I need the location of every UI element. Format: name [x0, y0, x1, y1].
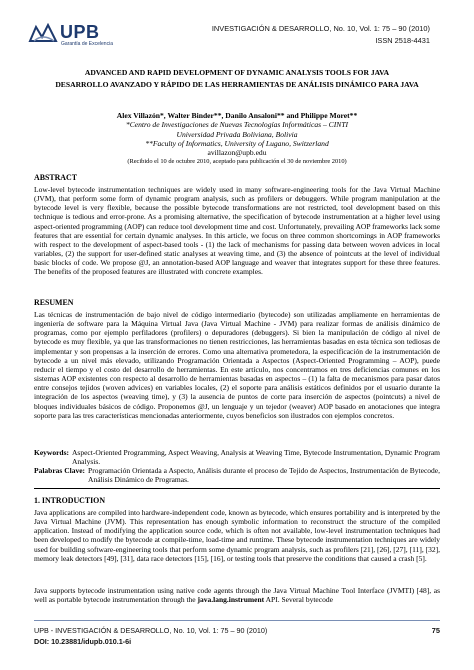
intro-p2-start: Java supports bytecode instrumentation using native code agents through the Java Virtual Machine Tool Interface (JVMTI) [48], as well as portable bytecode instrumentation through the [34, 586, 440, 605]
keywords-english [34, 448, 440, 466]
author-block [40, 111, 434, 167]
introduction-paragraph-2 [34, 586, 440, 604]
page-number: 75 [431, 626, 440, 635]
introduction-heading: 1. INTRODUCTION [34, 496, 106, 505]
introduction-paragraph-1: Java applications are compiled into hardware-independent code, known as bytecode, which ensures portability and is interpreted by the Java Virtual Machine (JVM). This representation has enough symbolic information to reconstruct the structure of the compiled application. Instead of modifying the application source code, which is often not available, low-level instrumentation techniques had been developed to modify the bytecode at compile-time, load-time and runtime. These bytecode instrumentation techniques are widely used for building software-engineering tools that perform some dynamic program analysis, such as profilers [21], [26], [27], [11], [32], memory leak detectors [49], [31], data race detectors [15], [16], or testing tools that preserve the conditions that caused a crash [5]. [34, 508, 440, 563]
footer-citation: UPB - INVESTIGACIÓN & DESARROLLO, No. 10, Vol. 1: 75 – 90 (2010) [34, 626, 268, 635]
paper-title-english: ADVANCED AND RAPID DEVELOPMENT OF DYNAMIC ANALYSIS TOOLS FOR JAVA [84, 68, 390, 77]
affiliation-2: **Faculty of Informatics, University of Lugano, Switzerland [145, 138, 329, 148]
palabras-clave-label: Palabras Clave: [34, 466, 86, 476]
footer-doi: DOI: 10.23881/idupb.010.1-6i [34, 637, 132, 646]
journal-citation: INVESTIGACIÓN & DESARROLLO, No. 10, Vol. 1: 75 – 90 (2010) [211, 24, 430, 33]
keywords-spanish [34, 466, 440, 484]
intro-p2-end: API. Several bytecode [264, 595, 333, 605]
affiliation-1: *Centro de Investigaciones de Nuevas Tecnologías Informáticas – CINTI [125, 120, 349, 130]
footer-divider [34, 620, 440, 621]
keywords-label: Keywords: [34, 448, 69, 457]
received-dates: (Recibido el 10 de octubre 2010, aceptado para publicación el 30 de noviembre 2010) [127, 158, 347, 166]
abstract-text: Low-level bytecode instrumentation techniques are widely used in many software-engineering tools for the Java Virtual Machine (JVM), that perform some form of dynamic program analysis, such as profilers or debuggers. While program manipulation at the bytecode level is very flexible, because the possible bytecode transformations are not restricted, tool development based on this technique is tedious and error-prone. As a promising alternative, the specification of bytecode instrumentation at a higher level using aspect-oriented programming (AOP) can reduce tool development time and cost. Unfortunately, prevailing AOP frameworks lack some features that are essential for certain dynamic analyses. In this article, we focus on three common shortcomings in AOP frameworks with respect to the development of aspect-based tools - (1) the lack of mechanisms for passing data between woven advices in local variables, (2) the support for user-defined static analyses at weaving time, and (3) the absence of pointcuts at the level of individual basic blocks of code. We propose @J, an annotation-based AOP language and weaver that integrates support for these three features. The benefits of the proposed features are illustrated with concrete examples. [34, 185, 440, 277]
palabras-clave-text: Programación Orientada a Aspecto, Análisis durante el proceso de Tejido de Aspectos, Instrumentación de Bytecode, Análisis Dinámico de Programas. [88, 466, 440, 485]
logo-tagline: Garantía de Excelencia [61, 41, 113, 47]
upb-logo-icon [28, 23, 58, 45]
page-header [0, 0, 474, 47]
paper-title-spanish: DESARROLLO AVANZADO Y RÁPIDO DE LAS HERRAMIENTAS DE ANÁLISIS DINÁMICO PARA JAVA [55, 80, 419, 89]
logo-wordmark: UPB [60, 22, 100, 42]
api-name: java.lang.instrument [197, 595, 265, 605]
abstract-heading: ABSTRACT [34, 173, 77, 182]
resumen-text: Las técnicas de instrumentación de bajo nivel de código intermediario (bytecode) son utilizadas ampliamente en herramientas de ingeniería de software para la Máquina Virtual Java (Java Virtual Machine - JVM) para realizar formas de análisis dinámico de programas, como por ejemplo perfiladores (profilers) o depuradores (debuggers). Si bien la manipulación de código al nivel de bytecode es muy flexible, ya que las transformaciones no tienen restricciones, las herramientas basadas en esta técnica son tediosas de implementar y son propensas a la inserción de errores. Como una alternativa prometedora, la especificación de la instrumentación de bytecode a un nivel más elevado, utilizando Programación Orientada a Aspectos (Aspect-Oriented Programming – AOP), puede reducir el tiempo y el costo del desarrollo de herramientas. En este artículo, nos concentramos en tres deficiencias comunes en los sistemas AOP existentes con respecto al desarrollo de herramientas basadas en aspectos – (1) la falta de mecanismos para pasar datos entre consejos tejidos (woven advices) en variables locales, (2) el soporte para análisis estáticos definidos por el usuario durante la integración de los aspectos (weaving time), y (3) la ausencia de puntos de corte para inserción de aspectos (pointcuts) a nivel de bloques individuales básicos de código. Proponemos @J, un lenguaje y un tejedor (weaver) AOP basado en anotaciones que integra soporte para las tres características mencionadas anteriormente, cuyos beneficios son ilustrados con ejemplos concretos. [34, 310, 440, 420]
keywords-text: Aspect-Oriented Programming, Aspect Weaving, Analysis at Weaving Time, Bytecode Instrumentation, Dynamic Program Analysis. [72, 448, 440, 467]
author-email: avillazon@upb.edu [207, 148, 267, 158]
section-divider [34, 488, 440, 489]
upb-logo [28, 22, 128, 48]
author-names: Alex Villazón*, Walter Binder**, Danilo Ansaloni** and Philippe Moret** [116, 111, 358, 120]
resumen-heading: RESUMEN [34, 298, 74, 307]
journal-issn: ISSN 2518-4431 [375, 36, 430, 45]
affiliation-1-institution: Universidad Privada Boliviana, Bolivia [176, 129, 298, 139]
keywords-block [34, 448, 440, 485]
